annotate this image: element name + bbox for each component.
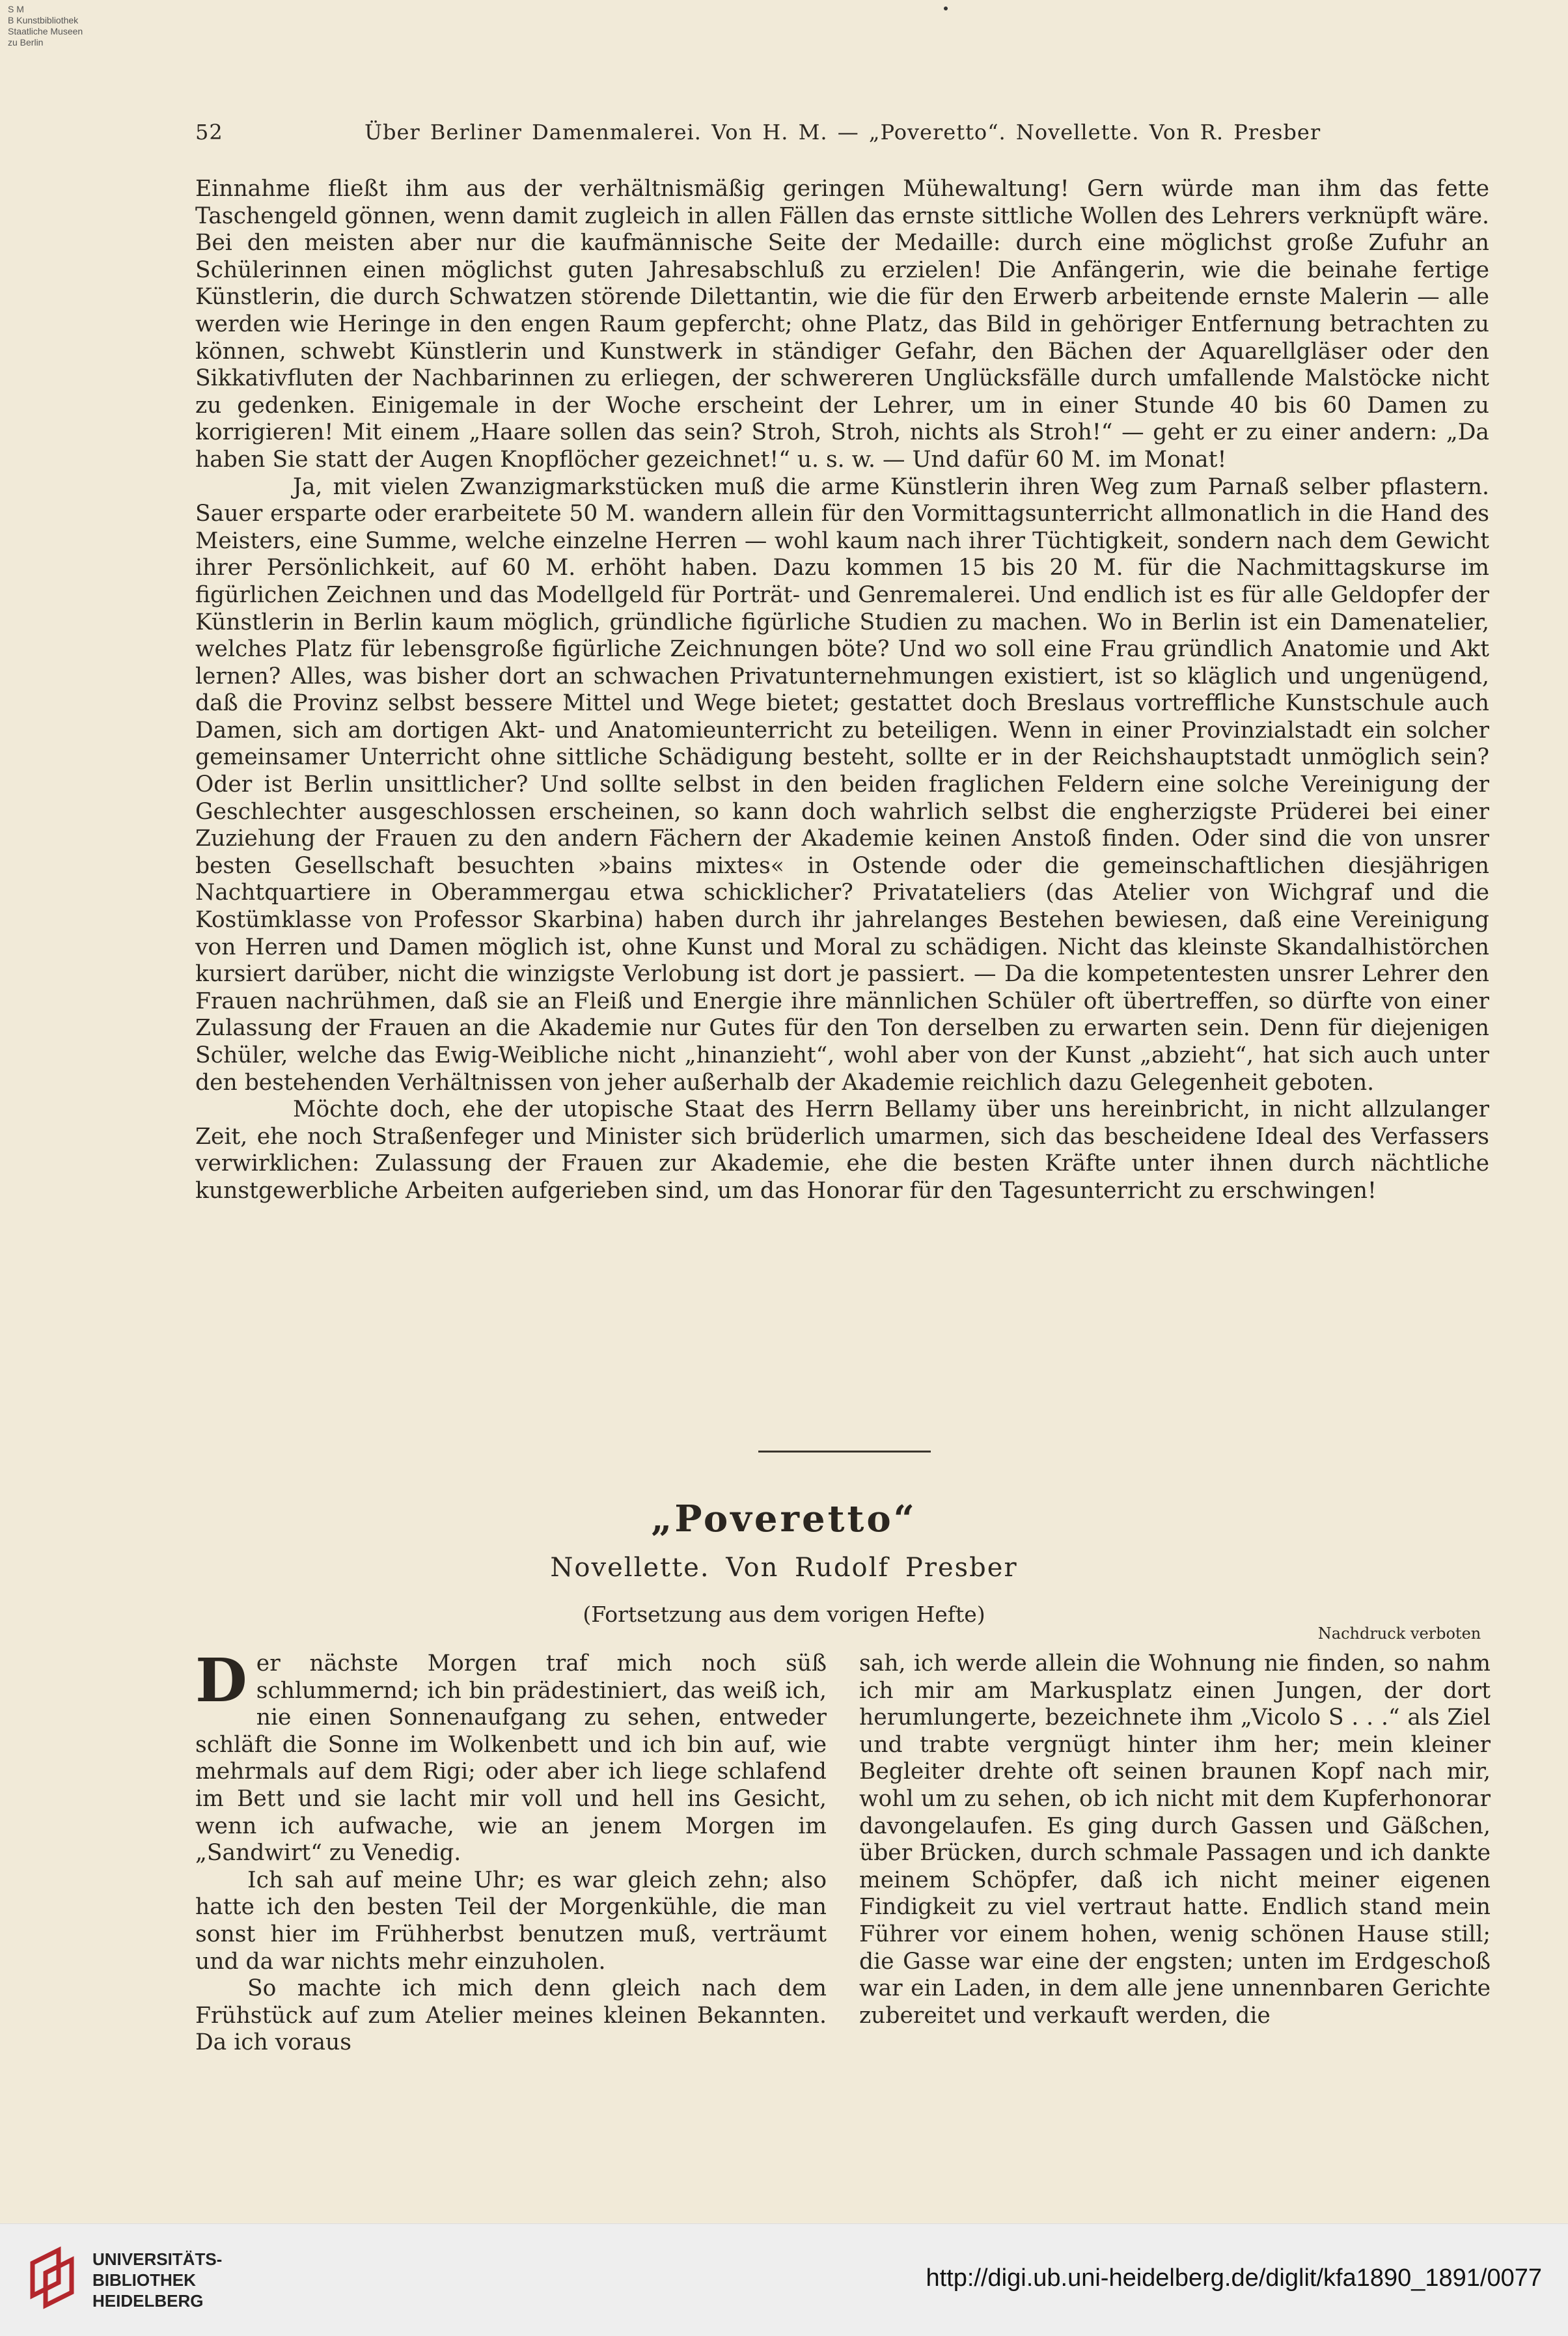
stamp-line: Staatliche Museen: [8, 26, 83, 36]
article-paragraph: Einnahme fließt ihm aus der verhältnismäßig geringen Mühewaltung! Gern würde man ihm das fette Taschengeld gönnen, wenn damit zugleich in allen Fällen das ernste sittliche Wollen des Lehrers verknüpft wäre. Bei den meisten aber nur die kaufmännische Seite der Medaille: durch eine möglichst große Zufuhr an Schülerinnen einen möglichst guten Jahresabschluß zu erzielen! Die Anfängerin, wie die beinahe fertige Künstlerin, die durch Schwatzen störende Dilettantin, wie die für den Erwerb arbeitende ernste Malerin — alle werden wie Heringe in den engen Raum gepfercht; ohne Platz, das Bild in gehöriger Entfernung betrachten zu können, schwebt Künstlerin und Kunstwerk in ständiger Gefahr, den Bächen der Aquarellgläser oder den Sikkativfluten der Nachbarinnen zu erliegen, der schwereren Unglücksfälle durch umfallende Malstöcke nicht zu gedenken. Einigemale in der Woche erscheint der Lehrer, um in einer Stunde 40 bis 60 Damen zu korrigieren! Mit einem „Haare sollen das sein? Stroh, Stroh, nichts als Stroh!“ — geht er zu einer andern: „Da haben Sie statt der Augen Knopflöcher gezeichnet!“ u. s. w. — Und dafür 60 M. im Monat!: [195, 176, 1489, 473]
university-logo-icon: [20, 2244, 85, 2315]
page-number: 52: [195, 120, 223, 145]
library-stamp: [8, 4, 125, 48]
ink-dot: [944, 7, 948, 10]
story-paragraph: Ich sah auf meine Uhr; es war gleich zehn; also hatte ich den besten Teil der Morgenkühle, die man sonst hier im Frühherbst benutzen muß, verträumt und da war nichts mehr einzuholen.: [195, 1867, 827, 1975]
story-paragraph: sah, ich werde allein die Wohnung nie finden, so nahm ich mir am Markusplatz einen Jungen, der dort herumlungerte, bezeichnete ihm „Vicolo S . . .“ als Ziel und trabte vergnügt hinter ihm her; mein kleiner Begleiter drehte oft seinen braunen Kopf nach mir, wohl um zu sehen, ob ich nicht mit dem Kupferhonorar davongelaufen. Es ging durch Gassen und Gäßchen, über Brücken, durch schmale Passagen und ich dankte meinem Schöpfer, daß ich nicht meiner eigenen Findigkeit zu viel vertraut hatte. Endlich stand mein Führer vor einem hohen, wenig schönen Hause still; die Gasse war eine der engsten; unten im Erdgeschoß war ein Laden, in dem alle jene unnennbaren Gerichte zubereitet und verkauft werden, die: [859, 1650, 1491, 2029]
stamp-line: zu Berlin: [8, 37, 44, 48]
section-divider: [758, 1451, 931, 1453]
story-paragraph: [195, 1645, 827, 1867]
library-name-line: BIBLIOTHEK: [92, 2270, 196, 2290]
story-title: „Poveretto“: [651, 1497, 917, 1540]
stamp-line: S M: [8, 4, 24, 14]
drop-cap: D: [195, 1645, 247, 1716]
article-paragraph: Möchte doch, ehe der utopische Staat des Herrn Bellamy über uns hereinbricht, in nicht allzulanger Zeit, ehe noch Straßenfeger und Minister sich brüderlich umarmen, sich das bescheidene Ideal des Verfassers verwirklichen: Zulassung der Frauen zur Akademie, ehe die besten Kräfte unter ihnen durch nächtliche kunstgewerbliche Arbeiten aufgerieben sind, um das Honorar für den Tagesunterricht zu erschwingen!: [195, 1096, 1489, 1204]
running-title: Über Berliner Damenmalerei. Von H. M. — „Poveretto“. Novellette. Von R. Presber: [364, 120, 1321, 145]
viewer-footer: [0, 2223, 1568, 2336]
logo-shape: [33, 2250, 72, 2305]
library-name: [92, 2249, 222, 2311]
article-body: [195, 176, 1489, 1205]
story-paragraph-text: er nächste Morgen traf mich noch süß schlummernd; ich bin prädestiniert, das weiß ich, nie einen Sonnenaufgang zu sehen, entweder schläft die Sonne im Wolkenbett und ich bin auf, wie mehrmals auf dem Rigi; oder aber ich liege schlafend im Bett und sie lacht mir voll und hell ins Gesicht, wenn ich aufwache, wie an jenem Morgen im „Sandwirt“ zu Venedig.: [195, 1650, 827, 1867]
article-paragraph: Ja, mit vielen Zwanzigmarkstücken muß die arme Künstlerin ihren Weg zum Parnaß selber pflastern. Sauer ersparte oder erarbeitete 50 M. wandern allein für den Vormittagsunterricht allmonatlich in die Hand des Meisters, eine Summe, welche einzelne Herren — wohl kaum nach ihrer Tüchtigkeit, sondern nach dem Gewicht ihrer Persönlichkeit, auf 60 M. erhöht haben. Dazu kommen 15 bis 20 M. für die Nachmittagskurse im figürlichen Zeichnen und das Modellgeld für Porträt- und Genremalerei. Und endlich ist es für alle Geldopfer der Künstlerin in Berlin kaum möglich, gründliche figürliche Studien zu machen. Wo in Berlin ist ein Damenatelier, welches Platz für lebensgroße figürliche Zeichnungen böte? Und wo soll eine Frau gründlich Anatomie und Akt lernen? Alles, was bisher dort an schwachen Privatunternehmungen existiert, ist so kläglich und ungenügend, daß die Provinz selbst bessere Mittel und Wege bietet; gestattet doch Breslaus vortreffliche Kunstschule auch Damen, sich am dortigen Akt- und Anatomieunterricht zu beteiligen. Wenn in einer Provinzialstadt ein solcher gemeinsamer Unterricht ohne sittliche Schädigung besteht, sollte er in der Reichshauptstadt unmöglich sein? Oder ist Berlin unsittlicher? Und sollte selbst in den beiden fraglichen Feldern eine solche Vereinigung der Geschlechter ausgeschlossen erscheinen, so kann doch wahrlich selbst die engherzigste Prüderei bei einer Zuziehung der Frauen zu den andern Fächern der Akademie keinen Anstoß finden. Oder sind die von unsrer besten Gesellschaft besuchten »bains mixtes« in Ostende oder die gemeinschaftlichen diesjährigen Nachtquartiere in Oberammergau etwa schicklicher? Privatateliers (das Atelier von Wichgraf und die Kostümklasse von Professor Skarbina) haben durch ihr jahrelanges Bestehen bewiesen, daß eine Vereinigung von Herren und Damen möglich ist, ohne Kunst und Moral zu schädigen. Nicht das kleinste Skandalhistörchen kursiert darüber, nicht die winzigste Verlobung ist dort je passiert. — Da die kompetentesten unsrer Lehrer den Frauen nachrühmen, daß sie an Fleiß und Energie ihre männlichen Schüler oft übertreffen, so dürfte von einer Zulassung der Frauen an die Akademie nur Gutes für den Ton derselben zu erwarten sein. Denn für diejenigen Schüler, welche das Ewig-Weibliche nicht „hinanzieht“, wohl aber von der Kunst „abzieht“, hat sich auch unter den bestehenden Verhältnissen von jeher außerhalb der Akademie reichlich dazu Gelegenheit geboten.: [195, 473, 1489, 1096]
story-paragraph: So machte ich mich denn gleich nach dem Frühstück auf zum Atelier meines kleinen Bekannten. Da ich voraus: [195, 1975, 827, 2056]
permalink[interactable]: http://digi.ub.uni-heidelberg.de/diglit/kfa1890_1891/0077: [926, 2264, 1542, 2292]
reprint-notice: Nachdruck verboten: [1317, 1624, 1481, 1643]
running-header: [195, 120, 1328, 152]
story-byline: Novellette. Von Rudolf Presber: [550, 1553, 1018, 1583]
library-name-line: HEIDELBERG: [92, 2291, 204, 2311]
story-column-right: [859, 1650, 1491, 2029]
continuation-note: (Fortsetzung aus dem vorigen Hefte): [583, 1602, 985, 1627]
story-column-left: [195, 1645, 827, 2057]
library-name-line: UNIVERSITÄTS-: [92, 2249, 223, 2269]
stamp-line: B Kunstbibliothek: [8, 15, 79, 25]
